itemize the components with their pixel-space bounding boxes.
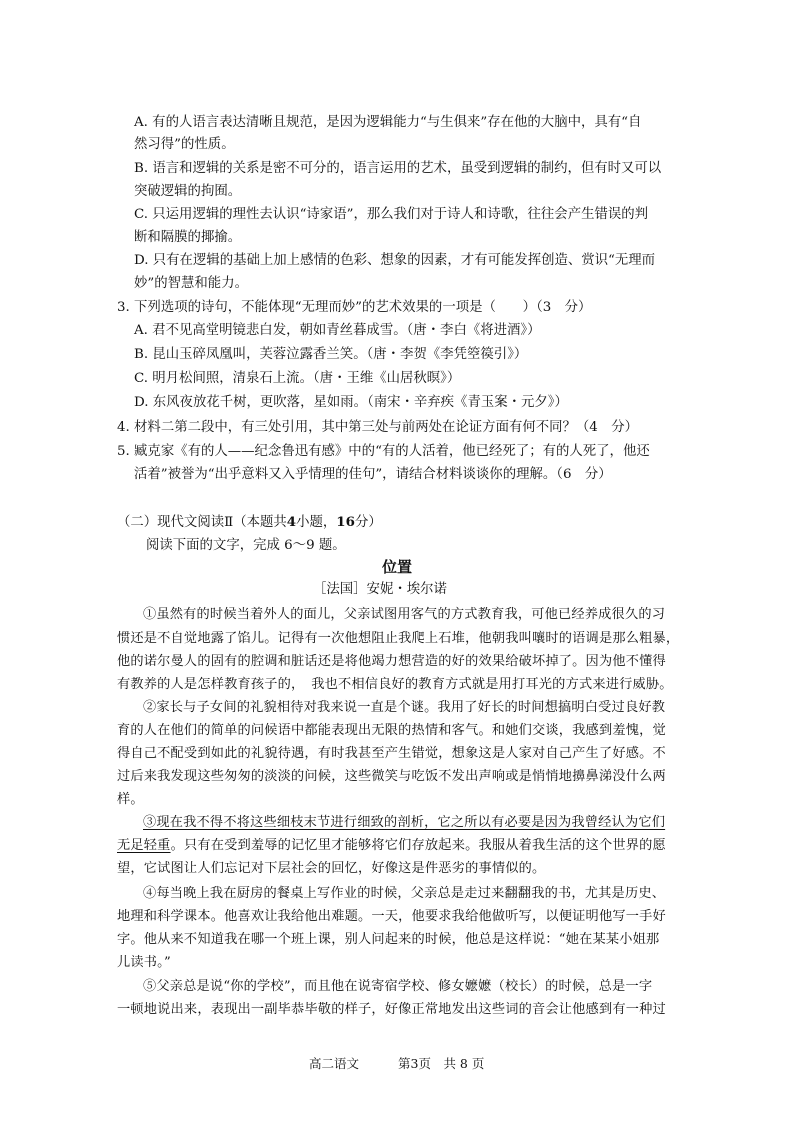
article-line: 得自己不配受到如此的礼貌待遇，有时我甚至产生错觉，想象这是人家对自己产生了好感。不 xyxy=(117,746,666,761)
article-line: 样。 xyxy=(117,792,144,807)
article-line-mixed xyxy=(117,836,666,856)
q5-stem-line2: 活着”被誉为“出乎意料又入乎情理的佳句”，请结合材料谈谈你的理解。（6 分） xyxy=(134,467,612,482)
q3-option-a: A. 君不见高堂明镜悲白发，朝如青丝暮成雪。（唐・李白《将进酒》） xyxy=(134,323,541,338)
q2-option-a-line2: 然习得”的性质。 xyxy=(134,137,235,152)
section-suffix: 分） xyxy=(354,515,382,530)
q3-option-b: B. 昆山玉碎凤凰叫，芙蓉泣露香兰笑。（唐・李贺《李凭箜篌引》） xyxy=(134,347,528,362)
q4-stem: 4. 材料二第二段中，有三处引用，其中第三处与前两处在论证方面有何不同？（4 分） xyxy=(117,420,639,435)
q2-option-b-line1: B. 语言和逻辑的关系是密不可分的，语言运用的艺术，虽受到逻辑的制约，但有时又可以 xyxy=(134,161,662,176)
article-line: 过后来我发现这些匆匆的淡淡的问候，这些微笑与吃饭不发出声响或是悄悄地擤鼻涕没什么两 xyxy=(117,769,666,784)
article-line: 地理和科学课本。他喜欢让我给他出难题。一天，他要求我给他做听写，以便证明他写一手好 xyxy=(117,909,666,924)
q2-option-c-line1: C. 只运用逻辑的理性去认识“诗家语”，那么我们对于诗人和诗歌，往往会产生错误的判 xyxy=(134,207,649,222)
article-line: 惯还是不自觉地露了馅儿。记得有一次他想阻止我爬上石堆，他朝我叫嚷时的语调是那么粗暴， xyxy=(117,631,680,646)
article-line: 字。他从来不知道我在哪一个班上课，别人问起来的时候，他总是这样说：“她在某某小姐那 xyxy=(117,932,660,947)
footer-subject: 高二语文 xyxy=(309,1056,360,1071)
article-title: 位置 xyxy=(382,558,413,576)
underlined-phrase: 无足轻重 xyxy=(117,838,171,853)
section-count: 4 xyxy=(286,514,297,530)
article-line: 儿读书。” xyxy=(117,955,171,970)
q5-stem-line1: 5. 臧克家《有的人——纪念鲁迅有感》中的“有的人活着，他已经死了；有的人死了，他还 xyxy=(117,444,650,459)
article-author: ［法国］安妮・埃尔诺 xyxy=(313,582,447,597)
q2-option-d-line1: D. 只有在逻辑的基础上加上感情的色彩、想象的因素，才有可能发挥创造、赏识“无理而 xyxy=(134,253,656,268)
q2-option-a-line1: A. 有的人语言表达清晰且规范，是因为逻辑能力“与生俱来”存在他的大脑中，具有“自 xyxy=(134,115,642,130)
q3-option-d: D. 东风夜放花千树，更吹落，星如雨。（南宋・辛弃疾《青玉案・元夕》） xyxy=(134,395,568,410)
section-mid: 小题， xyxy=(296,515,337,530)
article-underlined-line: ③现在我不得不将这些细枝末节进行细致的剖析，它之所以有必要是因为我曾经认为它们 xyxy=(143,815,666,830)
section-heading xyxy=(117,512,382,533)
article-line: 有教养的人是怎样教育孩子的， 我也不相信良好的教育方式就是用打耳光的方式来进行威胁。 xyxy=(117,677,673,692)
article-line: 一顿地说出来，表现出一副毕恭毕敬的样子，好像正常地发出这些词的音会让他感到有一种过 xyxy=(117,1002,666,1017)
article-line: ①虽然有的时候当着外人的面儿，父亲试图用客气的方式教育我，可他已经养成很久的习 xyxy=(143,607,666,622)
article-line: 育的人在他们的简单的问候语中都能表现出无限的热情和客气。和她们交谈，我感到羞愧，觉 xyxy=(117,723,666,738)
section-score: 16 xyxy=(336,514,355,530)
q3-stem: 3. 下列选项的诗句，不能体现“无理而妙”的艺术效果的一项是（ ）（3 分） xyxy=(117,300,592,315)
article-line: ⑤父亲总是说“你的学校”，而且他在说寄宿学校、修女嬷嬷（校长）的时候，总是一字 xyxy=(143,979,653,994)
footer-page-number: 第3页 共 8 页 xyxy=(398,1056,485,1071)
q3-option-c: C. 明月松间照，清泉石上流。（唐・王维《山居秋暝》） xyxy=(134,371,461,386)
article-line: 望，它试图让人们忘记对下层社会的回忆，好像这是件恶劣的事情似的。 xyxy=(117,861,546,876)
article-line: 他的诺尔曼人的固有的腔调和脏话还是将他竭力想营造的好的效果给破坏掉了。因为他不懂得 xyxy=(117,654,666,669)
section-prefix: （二）现代文阅读Ⅱ（本题共 xyxy=(117,515,287,530)
q2-option-b-line2: 突破逻辑的拘囿。 xyxy=(134,184,242,199)
section-instruction: 阅读下面的文字，完成 6～9 题。 xyxy=(146,538,346,553)
article-line: ②家长与子女间的礼貌相待对我来说一直是个谜。我用了好长的时间想搞明白受过良好教 xyxy=(143,700,666,715)
q2-option-c-line2: 断和隔膜的揶揄。 xyxy=(134,230,242,245)
q2-option-d-line2: 妙”的智慧和能力。 xyxy=(134,276,248,291)
article-line: ④每当晚上我在厨房的餐桌上写作业的时候，父亲总是走过来翻翻我的书，尤其是历史、 xyxy=(143,886,666,901)
article-line-rest: 。只有在受到羞辱的记忆里才能够将它们存放起来。我服从着我生活的这个世界的愿 xyxy=(170,838,666,853)
